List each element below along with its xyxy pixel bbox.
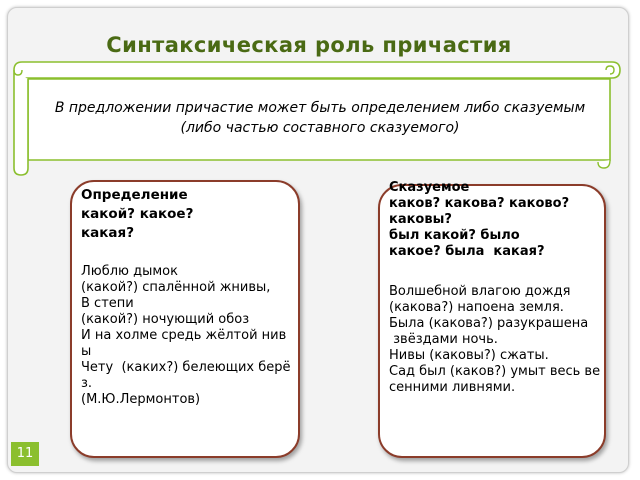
scroll-top-curl [14,62,620,78]
definition-heading: Определение какой? какое? какая? [81,187,194,241]
scroll-text: В предложении причастие может быть определением либо сказуемым (либо частью составного сказуемого) [54,100,586,136]
scroll-bottom-right-curl [598,160,610,168]
definition-examples: Люблю дымок (какой?) спалённой жнивы, В степи (какой?) ночующий обоз И на холме средь жёлтой нивы Чету (каких?) белеющих берёз. (М.Ю.Лермонтов) [81,264,291,407]
slide-number: 11 [11,442,39,466]
slide-title: Синтаксическая роль причастия [106,33,512,57]
scroll-left-curl [14,70,28,175]
predicate-examples: Волшебной влагою дождя (какова?) напоена земля. Была (какова?) разукрашена звёздами ночь. Нивы (каковы?) сжаты. Сад был (каков?) умыт весь весенними ливнями. [389,284,601,395]
predicate-heading: Сказуемое каков? какова? каково? каковы? был какой? было какое? была какая? [389,180,570,259]
